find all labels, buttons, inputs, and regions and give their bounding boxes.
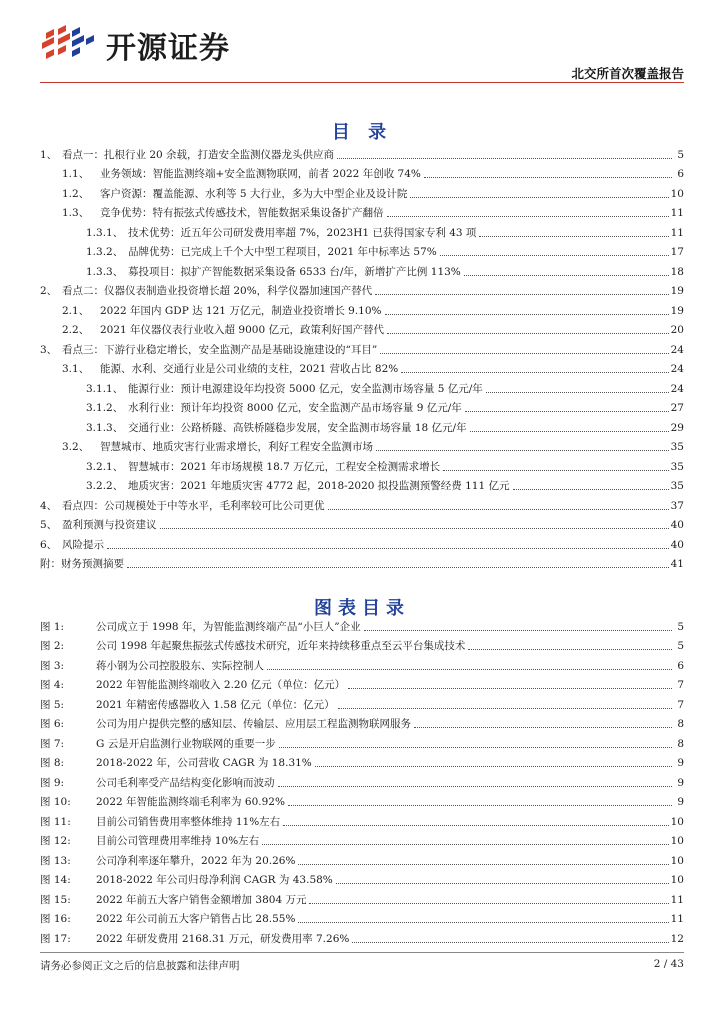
toc-entry[interactable] — [40, 181, 684, 201]
dot-leader — [338, 707, 672, 709]
dot-leader — [309, 902, 668, 904]
entry-page-number: 19 — [670, 304, 684, 317]
entry-number: 3.2.2、 — [86, 480, 124, 492]
entry-page-number: 10 — [670, 854, 684, 867]
entry-title: 目前公司管理费用率维持 10%左右 — [96, 835, 260, 847]
entry-title: 2022 年公司前五大客户销售占比 28.55% — [96, 913, 296, 925]
entry-number: 5、 — [40, 519, 58, 531]
dot-leader — [267, 668, 672, 670]
entry-number: 图 8: — [40, 757, 65, 769]
entry-title: 2022 年国内 GDP 达 121 万亿元，制造业投资增长 9.10% — [100, 304, 382, 317]
toc-entry[interactable] — [40, 513, 684, 533]
dot-leader — [107, 547, 669, 549]
dot-leader — [376, 449, 669, 451]
entry-number: 1、 — [40, 148, 58, 161]
figure-entry[interactable] — [40, 751, 684, 771]
entry-title: 蒋小钢为公司控股股东、实际控制人 — [96, 659, 264, 672]
entry-number: 1.3.1、 — [86, 226, 124, 239]
entry-number: 图 12: — [40, 835, 71, 847]
entry-page-number: 10 — [670, 187, 684, 200]
entry-page-number: 11 — [670, 226, 684, 239]
figure-entry[interactable] — [40, 634, 684, 654]
entry-page-number: 40 — [670, 519, 684, 531]
entry-title: 地质灾害：2021 年地质灾害 4772 起，2018-2020 拟投监测预警经费 111 亿元 — [128, 480, 510, 492]
figure-entry[interactable] — [40, 614, 684, 634]
dot-leader — [424, 176, 672, 178]
dot-leader — [380, 352, 668, 354]
entry-page-number: 10 — [670, 815, 684, 828]
entry-page-number: 7 — [677, 679, 684, 691]
toc-entry[interactable] — [40, 162, 684, 182]
entry-page-number: 9 — [677, 776, 684, 789]
entry-title: 公司为用户提供完整的感知层、传输层、应用层工程监测物联网服务 — [96, 718, 411, 730]
entry-number: 图 5: — [40, 698, 65, 711]
entry-number: 图 1: — [40, 620, 65, 633]
toc-entry[interactable] — [40, 415, 684, 435]
entry-page-number: 24 — [670, 343, 684, 356]
toc-entry[interactable] — [40, 396, 684, 416]
toc-entry[interactable] — [40, 474, 684, 494]
figure-entry[interactable] — [40, 887, 684, 907]
entry-number: 图 17: — [40, 932, 71, 945]
figure-entry[interactable] — [40, 770, 684, 790]
dot-leader — [440, 254, 669, 256]
toc-entry[interactable] — [40, 201, 684, 221]
dot-leader — [401, 371, 668, 373]
entry-title: 2021 年精密传感器收入 1.58 亿元（单位：亿元） — [96, 698, 335, 711]
dot-leader — [298, 863, 668, 865]
entry-number: 3.1.3、 — [86, 421, 124, 434]
entry-title: 品牌优势：已完成上千个大中型工程项目，2021 年中标率达 57% — [128, 246, 437, 258]
dot-leader — [465, 410, 669, 412]
figure-entry[interactable] — [40, 692, 684, 712]
entry-title: G 云是开启监测行业物联网的重要一步 — [96, 737, 276, 750]
entry-page-number: 35 — [670, 480, 684, 492]
entry-title: 能源行业：预计电源建设年均投资 5000 亿元，安全监测市场容量 5 亿元/年 — [128, 382, 483, 395]
toc-entry[interactable] — [40, 376, 684, 396]
entry-page-number: 20 — [670, 324, 684, 336]
entry-page-number: 41 — [670, 558, 684, 570]
figure-entry[interactable] — [40, 829, 684, 849]
entry-page-number: 19 — [670, 285, 684, 297]
dot-leader — [337, 157, 672, 159]
entry-number: 1.1、 — [62, 168, 90, 180]
entry-page-number: 27 — [670, 402, 684, 414]
entry-page-number: 12 — [670, 932, 684, 945]
toc-entry[interactable] — [40, 259, 684, 279]
dot-leader — [410, 196, 668, 198]
entry-title: 风险提示 — [62, 538, 104, 551]
dot-leader — [486, 391, 669, 393]
entry-number: 图 6: — [40, 718, 65, 730]
toc-entry[interactable] — [40, 552, 684, 572]
entry-number: 1.2、 — [62, 187, 90, 200]
entry-title: 2021 年仪器仪表行业收入超 9000 亿元，政策利好国产替代 — [100, 324, 384, 336]
page-header — [40, 22, 684, 82]
toc-entry[interactable] — [40, 220, 684, 240]
entry-title: 附：财务预测摘要 — [40, 558, 124, 570]
entry-number: 图 3: — [40, 659, 65, 672]
entry-page-number: 10 — [670, 874, 684, 886]
dot-leader — [283, 824, 668, 826]
entry-page-number: 9 — [677, 796, 684, 808]
dot-leader — [127, 566, 669, 568]
dot-leader — [513, 488, 669, 490]
dot-leader — [387, 332, 669, 334]
header-divider — [40, 82, 684, 83]
dot-leader — [470, 430, 669, 432]
dot-leader — [278, 785, 673, 787]
entry-title: 看点四：公司规模处于中等水平，毛利率较可比公司更优 — [62, 499, 325, 512]
dot-leader — [328, 508, 669, 510]
entry-number: 3.1.1、 — [86, 382, 124, 395]
toc-entry[interactable] — [40, 298, 684, 318]
entry-number: 3.1、 — [62, 363, 90, 375]
toc-entry[interactable] — [40, 435, 684, 455]
entry-title: 2018-2022 年，公司营收 CAGR 为 18.31% — [96, 757, 312, 769]
entry-number: 图 13: — [40, 854, 71, 867]
entry-page-number: 6 — [677, 168, 684, 180]
kaiyuan-logo-icon — [40, 25, 98, 65]
entry-page-number: 17 — [670, 246, 684, 258]
entry-number: 2.1、 — [62, 304, 90, 317]
figure-entry[interactable] — [40, 907, 684, 927]
figure-list — [40, 614, 684, 946]
entry-number: 图 14: — [40, 874, 71, 886]
toc-entry[interactable] — [40, 240, 684, 260]
entry-number: 图 2: — [40, 640, 65, 652]
entry-number: 图 10: — [40, 796, 71, 808]
entry-title: 2018-2022 年公司归母净利润 CAGR 为 43.58% — [96, 874, 333, 886]
dot-leader — [414, 726, 672, 728]
entry-title: 看点二：仪器仪表制造业投资增长超 20%，科学仪器加速国产替代 — [62, 285, 373, 297]
entry-title: 公司成立于 1998 年，为智能监测终端产品“小巨人”企业 — [96, 620, 361, 633]
entry-title: 智慧城市：2021 年市场规模 18.7 万亿元，工程安全检测需求增长 — [128, 460, 441, 473]
entry-number: 1.3.3、 — [86, 265, 124, 278]
entry-number: 6、 — [40, 538, 58, 551]
figure-entry[interactable] — [40, 653, 684, 673]
entry-page-number: 11 — [670, 893, 684, 906]
dot-leader — [385, 313, 669, 315]
figure-entry[interactable] — [40, 868, 684, 888]
toc-entry[interactable] — [40, 493, 684, 513]
dot-leader — [315, 765, 672, 767]
entry-page-number: 8 — [677, 718, 684, 730]
entry-number: 1.3、 — [62, 207, 90, 219]
entry-page-number: 24 — [670, 382, 684, 395]
entry-title: 看点一：扎根行业 20 余载，打造安全监测仪器龙头供应商 — [62, 148, 335, 161]
figure-entry[interactable] — [40, 731, 684, 751]
toc-entry[interactable] — [40, 142, 684, 162]
dot-leader — [443, 469, 669, 471]
toc-entry[interactable] — [40, 357, 684, 377]
entry-number: 图 4: — [40, 679, 65, 691]
entry-title: 交通行业：公路桥隧、高铁桥隧稳步发展，安全监测市场容量 18 亿元/年 — [128, 421, 467, 434]
entry-title: 2022 年前五大客户销售金额增加 3804 万元 — [96, 893, 307, 906]
entry-title: 公司 1998 年起聚焦振弦式传感技术研究，近年来持续移重点至云平台集成技术 — [96, 640, 466, 652]
dot-leader — [288, 804, 672, 806]
dot-leader — [160, 527, 669, 529]
entry-title: 2022 年智能监测终端收入 2.20 亿元（单位：亿元） — [96, 679, 346, 691]
entry-title: 客户资源：覆盖能源、水利等 5 大行业，多为大中型企业及设计院 — [100, 187, 408, 200]
entry-title: 2022 年智能监测终端毛利率为 60.92% — [96, 796, 285, 808]
entry-number: 4、 — [40, 499, 58, 512]
entry-page-number: 5 — [677, 620, 684, 633]
footer-disclaimer: 请务必参阅正文之后的信息披露和法律声明 — [40, 960, 240, 972]
entry-title: 盈利预测与投资建议 — [62, 519, 157, 531]
entry-title: 业务领域：智能监测终端+安全监测物联网，前者 2022 年创收 74% — [100, 168, 421, 180]
brand-logo — [40, 22, 230, 68]
dot-leader — [479, 235, 668, 237]
entry-title: 募投项目：拟扩产智能数据采集设备 6533 台/年，新增扩产比例 113% — [128, 265, 461, 278]
dot-leader — [468, 648, 672, 650]
entry-page-number: 7 — [677, 698, 684, 711]
entry-number: 图 9: — [40, 776, 65, 789]
dot-leader — [375, 293, 668, 295]
entry-page-number: 6 — [677, 659, 684, 672]
dot-leader — [387, 215, 669, 217]
toc-title: 目 录 — [331, 122, 393, 143]
dot-leader — [348, 687, 672, 689]
footer-page-number: 2 / 43 — [653, 958, 684, 970]
entry-number: 图 11: — [40, 815, 71, 828]
figure-entry[interactable] — [40, 926, 684, 946]
dot-leader — [352, 941, 668, 943]
entry-page-number: 40 — [670, 538, 684, 551]
entry-page-number: 11 — [670, 207, 684, 219]
entry-number: 图 16: — [40, 913, 71, 925]
entry-page-number: 11 — [670, 913, 684, 925]
entry-page-number: 5 — [677, 640, 684, 652]
dot-leader — [464, 274, 669, 276]
entry-page-number: 18 — [670, 265, 684, 278]
report-type-label: 北交所首次覆盖报告 — [571, 66, 684, 81]
entry-number: 1.3.2、 — [86, 246, 124, 258]
figure-entry[interactable] — [40, 673, 684, 693]
entry-page-number: 9 — [677, 757, 684, 769]
figure-list-title: 图表目录 — [314, 598, 410, 619]
entry-number: 3.2、 — [62, 441, 90, 453]
figure-entry[interactable] — [40, 790, 684, 810]
entry-page-number: 8 — [677, 737, 684, 750]
entry-title: 水利行业：预计年均投资 8000 亿元，安全监测产品市场容量 9 亿元/年 — [128, 402, 462, 414]
entry-page-number: 24 — [670, 363, 684, 375]
toc-entry[interactable] — [40, 318, 684, 338]
entry-number: 2.2、 — [62, 324, 90, 336]
entry-page-number: 35 — [670, 460, 684, 473]
entry-title: 公司毛利率受产品结构变化影响而波动 — [96, 776, 275, 789]
toc-entry[interactable] — [40, 279, 684, 299]
entry-number: 3.1.2、 — [86, 402, 124, 414]
entry-number: 图 7: — [40, 737, 65, 750]
toc-entry[interactable] — [40, 454, 684, 474]
entry-number: 3.2.1、 — [86, 460, 124, 473]
entry-title: 竞争优势：特有振弦式传感技术，智能数据采集设备扩产翻倍 — [100, 207, 384, 219]
entry-page-number: 5 — [677, 148, 684, 161]
entry-number: 3、 — [40, 343, 58, 356]
toc-entry[interactable] — [40, 337, 684, 357]
figure-entry[interactable] — [40, 809, 684, 829]
footer-divider — [40, 952, 684, 953]
entry-page-number: 37 — [670, 499, 684, 512]
dot-leader — [364, 629, 672, 631]
entry-page-number: 29 — [670, 421, 684, 434]
dot-leader — [279, 746, 672, 748]
table-of-contents — [40, 142, 684, 571]
figure-entry[interactable] — [40, 848, 684, 868]
entry-title: 公司净利率逐年攀升，2022 年为 20.26% — [96, 854, 296, 867]
dot-leader — [336, 882, 669, 884]
toc-entry[interactable] — [40, 532, 684, 552]
dot-leader — [262, 843, 668, 845]
entry-title: 智慧城市、地质灾害行业需求增长，利好工程安全监测市场 — [100, 441, 373, 453]
entry-title: 2022 年研发费用 2168.31 万元，研发费用率 7.26% — [96, 932, 350, 945]
brand-name: 开源证券 — [106, 31, 230, 66]
dot-leader — [298, 921, 668, 923]
entry-number: 图 15: — [40, 893, 71, 906]
entry-title: 看点三：下游行业稳定增长，安全监测产品是基础设施建设的“耳目” — [62, 343, 378, 356]
entry-title: 目前公司销售费用率整体维持 11%左右 — [96, 815, 281, 828]
entry-title: 技术优势：近五年公司研发费用率超 7%，2023H1 已获得国家专利 43 项 — [128, 226, 477, 239]
entry-page-number: 35 — [670, 441, 684, 453]
entry-title: 能源、水利、交通行业是公司业绩的支柱，2021 营收占比 82% — [100, 363, 399, 375]
entry-number: 2、 — [40, 285, 58, 297]
figure-entry[interactable] — [40, 712, 684, 732]
entry-page-number: 10 — [670, 835, 684, 847]
